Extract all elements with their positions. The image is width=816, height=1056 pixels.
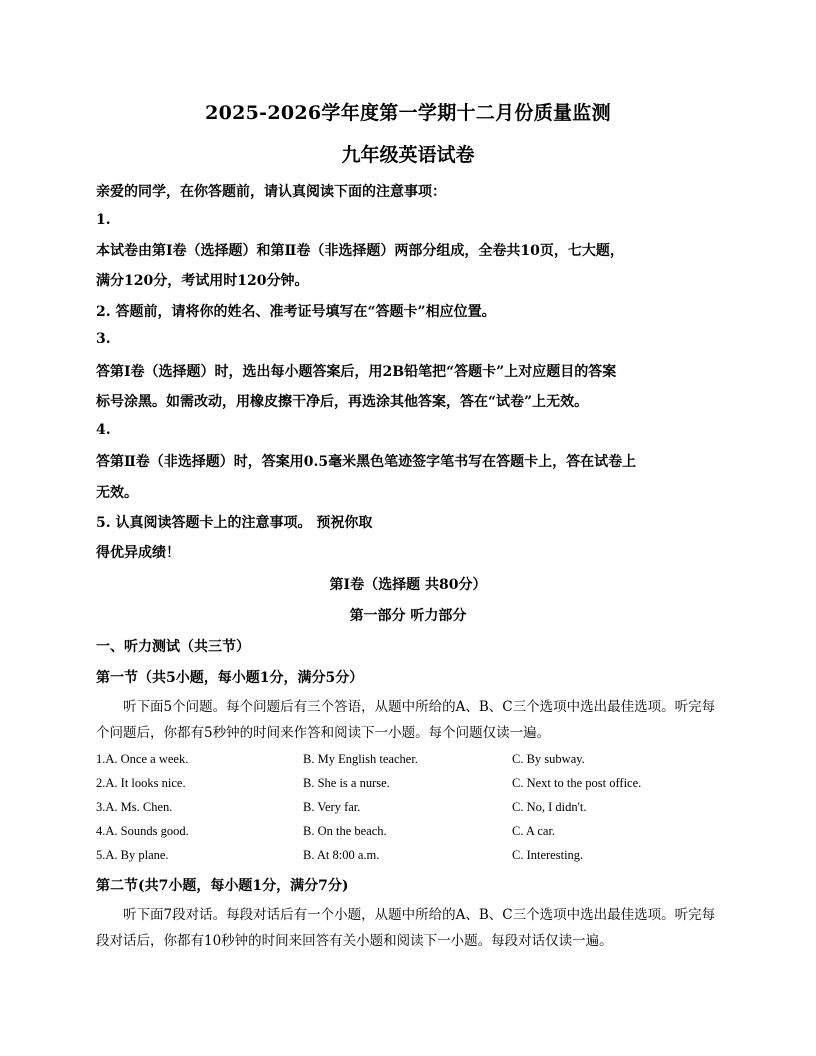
- option-c: C. A car.: [512, 824, 556, 838]
- notice-3-line-1: 答第Ⅰ卷（选择题）时，选出每小题答案后，用2B铅笔把“答题卡”上对应题目的答案: [96, 364, 617, 380]
- option-c: C. By subway.: [512, 752, 585, 766]
- question-row: [96, 848, 736, 868]
- section-heading: 一、听力测试（共三节）: [96, 639, 250, 655]
- notice-5-line-2: 得优异成绩！: [96, 545, 180, 561]
- notice-intro: 亲爱的同学，在你答题前，请认真阅读下面的注意事项：: [96, 184, 446, 200]
- option-a: 2.A. It looks nice.: [96, 776, 186, 790]
- volume-title: 第Ⅰ卷（选择题 共80分）: [329, 577, 487, 593]
- exam-title: 2025-2026学年度第一学期十二月份质量监测: [205, 102, 611, 124]
- notice-3-line-2: 标号涂黑。如需改动，用橡皮擦干净后，再选涂其他答案，答在“试卷”上无效。: [96, 394, 589, 410]
- notice-4-line-2: 无效。: [96, 485, 138, 501]
- option-a: 1.A. Once a week.: [96, 752, 189, 766]
- notice-2: 2. 答题前，请将你的姓名、准考证号填写在“答题卡”相应位置。: [96, 304, 496, 320]
- question-row: [96, 776, 736, 796]
- question-row: [96, 752, 736, 772]
- option-c: C. Interesting.: [512, 848, 584, 862]
- option-a: 5.A. By plane.: [96, 848, 169, 862]
- notice-4-number: 4.: [96, 422, 111, 438]
- option-b: B. At 8:00 a.m.: [303, 848, 380, 862]
- subsection-1-instruction: 听下面5个问题。每个问题后有三个答语，从题中所给的A、B、C三个选项中选出最佳选项。听完每个问题后，你都有5秒钟的时间来作答和阅读下一小题。每个问题仅读一遍。: [96, 699, 716, 741]
- option-c: C. No, I didn't.: [512, 800, 587, 814]
- subsection-1-heading: 第一节（共5小题，每小题1分，满分5分）: [96, 670, 364, 686]
- option-b: B. My English teacher.: [303, 752, 418, 766]
- option-a: 3.A. Ms. Chen.: [96, 800, 173, 814]
- option-b: B. She is a nurse.: [303, 776, 390, 790]
- option-b: B. Very far.: [303, 800, 361, 814]
- option-c: C. Next to the post office.: [512, 776, 642, 790]
- notice-5-line-1: 5. 认真阅读答题卡上的注意事项。 预祝你取: [96, 515, 373, 531]
- part-title: 第一部分 听力部分: [349, 608, 467, 624]
- question-row: [96, 824, 736, 844]
- notice-1-line-1: 本试卷由第Ⅰ卷（选择题）和第Ⅱ卷（非选择题）两部分组成，全卷共10页，七大题，: [96, 243, 624, 259]
- question-row: [96, 800, 736, 820]
- option-a: 4.A. Sounds good.: [96, 824, 189, 838]
- notice-1-line-2: 满分120分，考试用时120分钟。: [96, 273, 309, 289]
- exam-subtitle: 九年级英语试卷: [341, 144, 475, 166]
- option-b: B. On the beach.: [303, 824, 387, 838]
- notice-3-number: 3.: [96, 331, 111, 347]
- notice-1-number: 1.: [96, 212, 111, 228]
- notice-4-line-1: 答第Ⅱ卷（非选择题）时，答案用0.5毫米黑色笔迹签字笔书写在答题卡上，答在试卷上: [96, 454, 637, 470]
- subsection-2-instruction: 听下面7段对话。每段对话后有一个小题，从题中所给的A、B、C三个选项中选出最佳选项。听完每段对话后，你都有10秒钟的时间来回答有关小题和阅读下一小题。每段对话仅读一遍。: [96, 907, 716, 949]
- subsection-2-heading: 第二节(共7小题，每小题1分，满分7分): [96, 878, 349, 894]
